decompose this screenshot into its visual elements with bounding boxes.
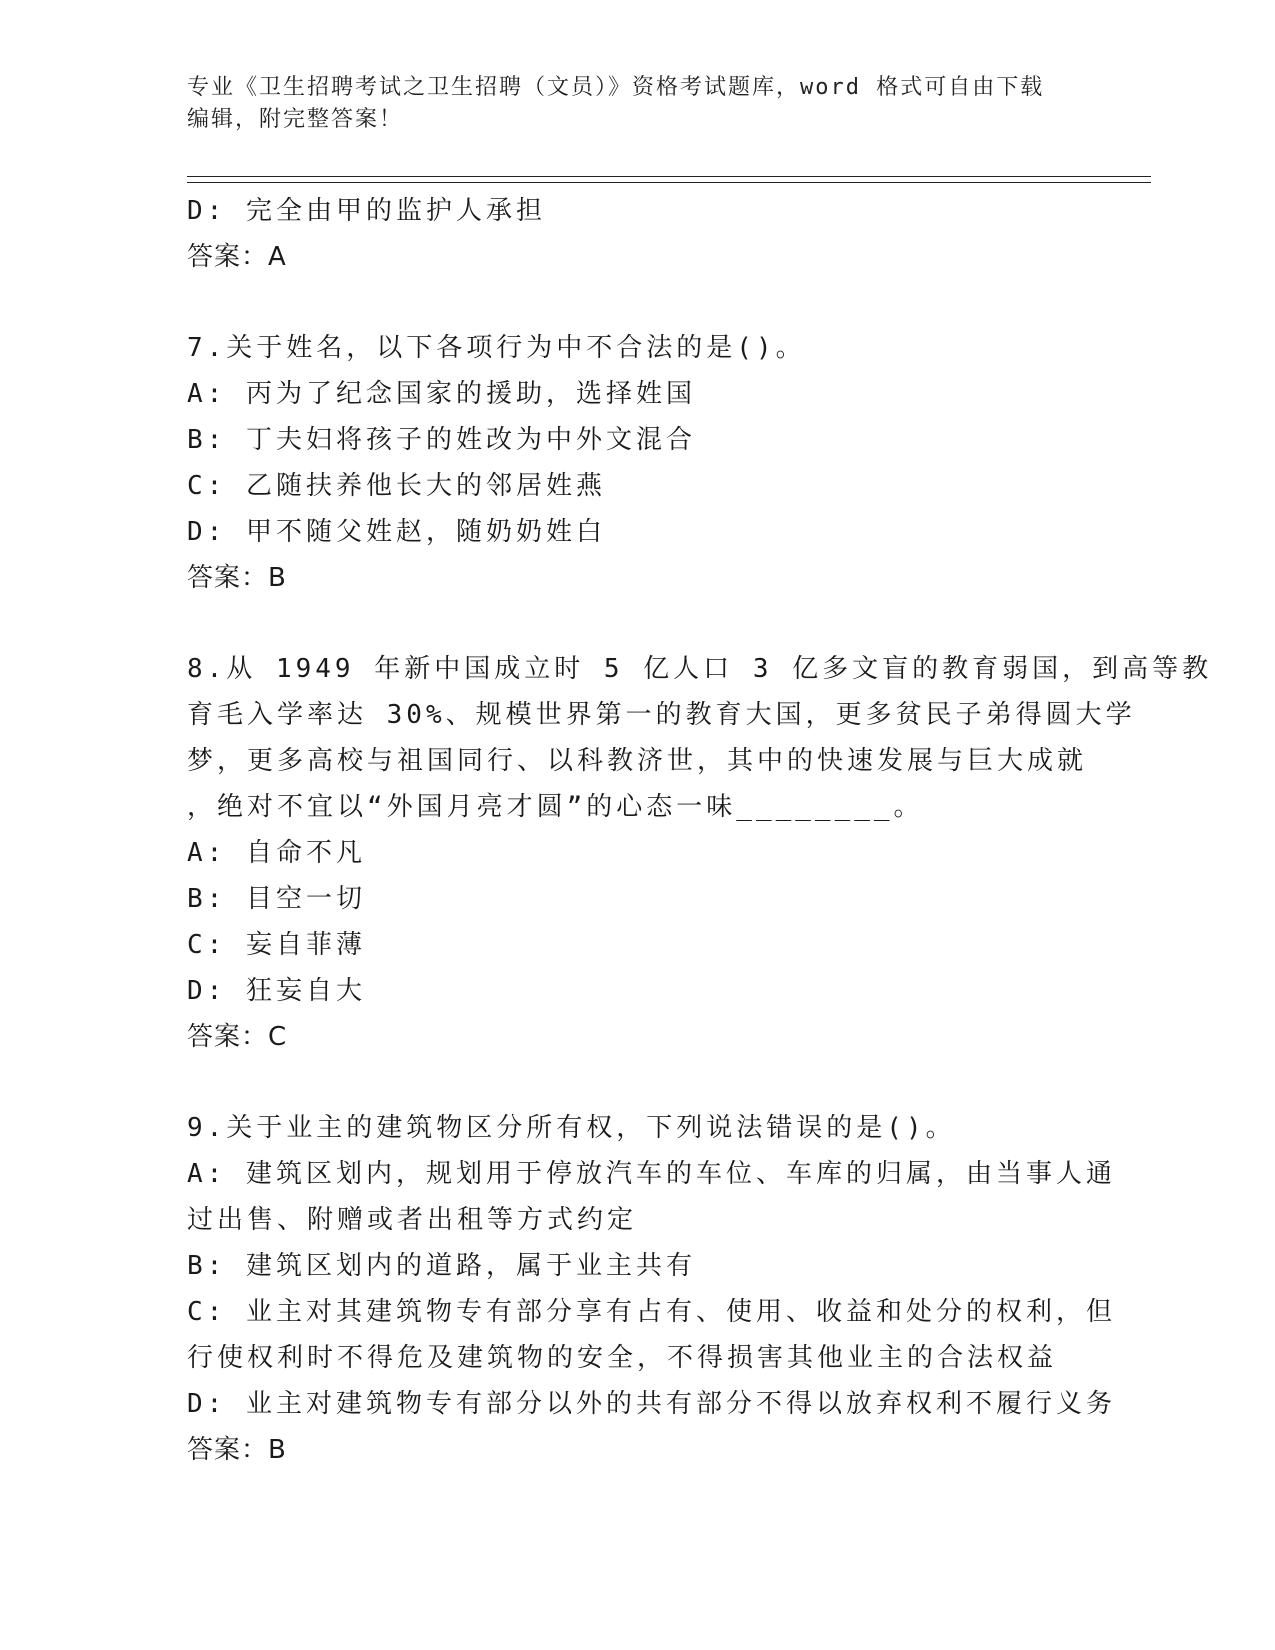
option-b: B: 建筑区划内的道路，属于业主共有 [187,1251,696,1281]
question-7 [187,325,1087,601]
header-line-2: 编辑，附完整答案！ [187,107,404,132]
option-a: A: 自命不凡 [187,838,366,868]
answer-text: 答案：B [187,563,287,593]
option-d: D: 甲不随父姓赵，随奶奶姓白 [187,517,606,547]
option-c: C: 乙随扶养他长大的邻居姓燕 [187,471,606,501]
answer-text: 答案：C [187,1022,288,1052]
question-content [187,188,1213,1473]
document-header [187,72,1087,136]
answer-text: 答案：A [187,242,287,272]
option-c: C: 妄自菲薄 [187,930,366,960]
question-6-tail [187,188,1087,280]
option-c-line-2: 行使权利时不得危及建筑物的安全，不得损害其他业主的合法权益 [187,1343,1058,1373]
option-a-line-2: 过出售、附赠或者出租等方式约定 [187,1205,638,1235]
option-d: D: 业主对建筑物专有部分以外的共有部分不得以放弃权利不履行义务 [187,1389,1116,1419]
option-a-line-1: A: 建筑区划内，规划用于停放汽车的车位、车库的归属，由当事人通 [187,1159,1116,1189]
header-rule-bottom [187,182,1151,183]
option-d: D: 狂妄自大 [187,976,366,1006]
question-stem-line-4: ，绝对不宜以“外国月亮才圆”的心态一味________。 [187,792,924,822]
answer-text: 答案：B [187,1435,287,1465]
header-rule-top [187,176,1151,177]
option-a: A: 丙为了纪念国家的援助，选择姓国 [187,379,696,409]
spacer [187,601,1087,646]
header-line-1: 专业《卫生招聘考试之卫生招聘（文员）》资格考试题库，word 格式可自由下载 [187,75,1045,100]
question-stem-line-2: 育毛入学率达 30%、规模世界第一的教育大国，更多贫民子弟得圆大学 [187,700,1136,730]
option-b: B: 丁夫妇将孩子的姓改为中外文混合 [187,425,696,455]
question-stem-line-3: 梦，更多高校与祖国同行、以科教济世，其中的快速发展与巨大成就 [187,746,1088,776]
option-d: D: 完全由甲的监护人承担 [187,196,546,226]
question-stem-line-1: 8.从 1949 年新中国成立时 5 亿人口 3 亿多文盲的教育弱国，到高等教 [187,654,1213,684]
question-stem: 9.关于业主的建筑物区分所有权，下列说法错误的是()。 [187,1113,956,1143]
question-8 [187,646,1213,1060]
spacer [187,280,1087,325]
option-c-line-1: C: 业主对其建筑物专有部分享有占有、使用、收益和处分的权利，但 [187,1297,1116,1327]
question-stem: 7.关于姓名，以下各项行为中不合法的是()。 [187,333,806,363]
question-9 [187,1105,1116,1473]
spacer [187,1060,1087,1105]
option-b: B: 目空一切 [187,884,366,914]
